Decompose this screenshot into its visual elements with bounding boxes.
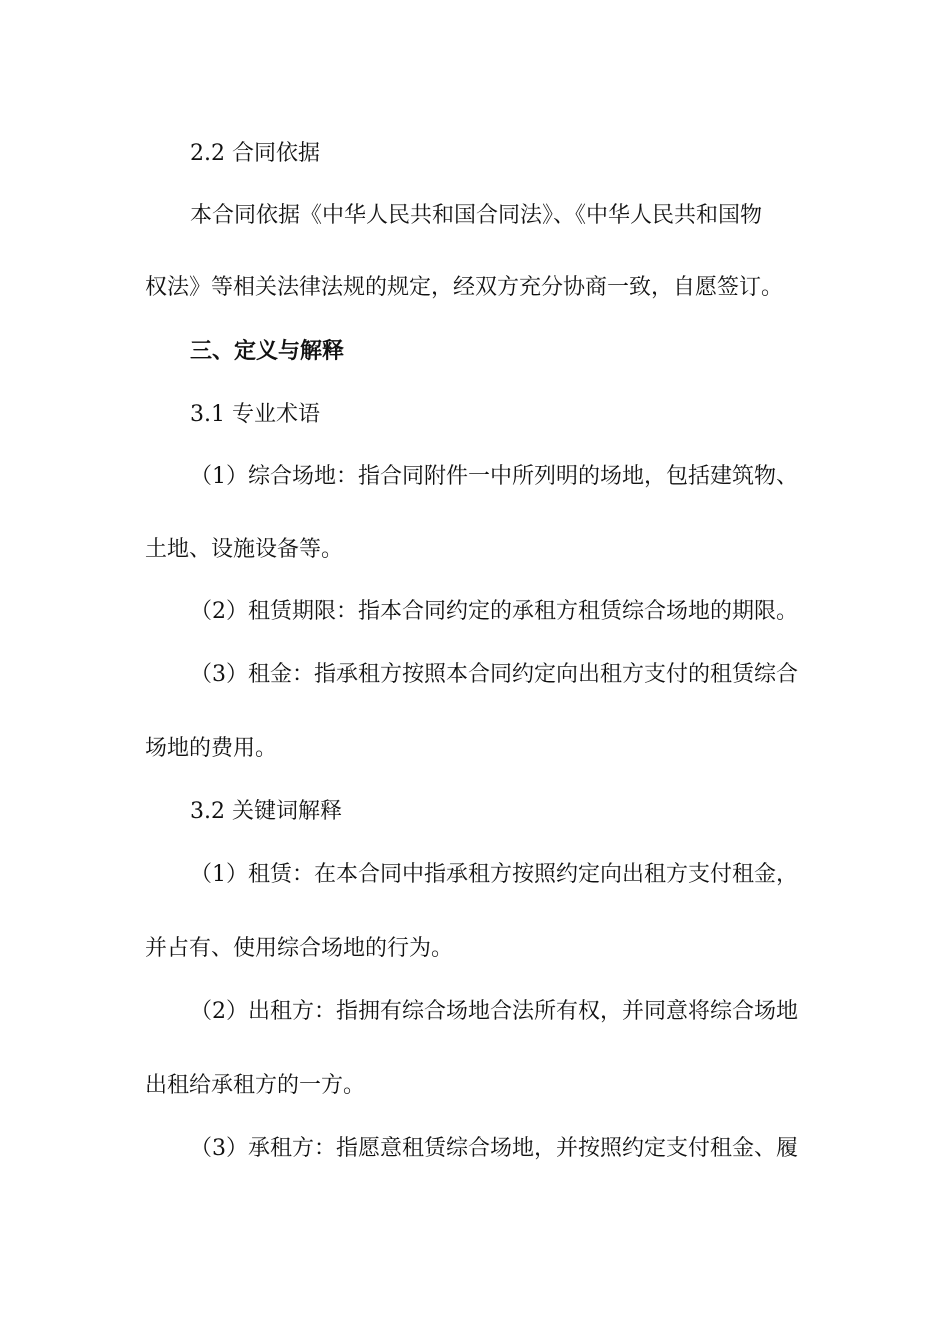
- section-3-heading: 三、定义与解释: [190, 339, 345, 364]
- section-3-1-heading: 3.1 专业术语: [190, 402, 320, 427]
- paragraph-line: （1）租赁：在本合同中指承租方按照约定向出租方支付租金，: [190, 862, 798, 887]
- paragraph-line: 出租给承租方的一方。: [145, 1073, 366, 1098]
- paragraph-line: （2）出租方：指拥有综合场地合法所有权，并同意将综合场地: [190, 999, 798, 1024]
- paragraph-line: （1）综合场地：指合同附件一中所列明的场地，包括建筑物、: [190, 464, 798, 489]
- paragraph-line: 场地的费用。: [145, 736, 278, 761]
- paragraph-line: （2）租赁期限：指本合同约定的承租方租赁综合场地的期限。: [190, 599, 798, 624]
- section-3-2-heading: 3.2 关键词解释: [190, 799, 342, 824]
- section-2-2-heading: 2.2 合同依据: [190, 141, 320, 166]
- paragraph-line: （3）承租方：指愿意租赁综合场地，并按照约定支付租金、履: [190, 1136, 798, 1161]
- paragraph-line: 并占有、使用综合场地的行为。: [145, 936, 454, 961]
- paragraph-line: 土地、设施设备等。: [145, 537, 344, 562]
- paragraph-line: 本合同依据《中华人民共和国合同法》、《中华人民共和国物: [190, 203, 763, 228]
- paragraph-line: 权法》等相关法律法规的规定，经双方充分协商一致，自愿签订。: [145, 275, 784, 300]
- paragraph-line: （3）租金：指承租方按照本合同约定向出租方支付的租赁综合: [190, 662, 798, 687]
